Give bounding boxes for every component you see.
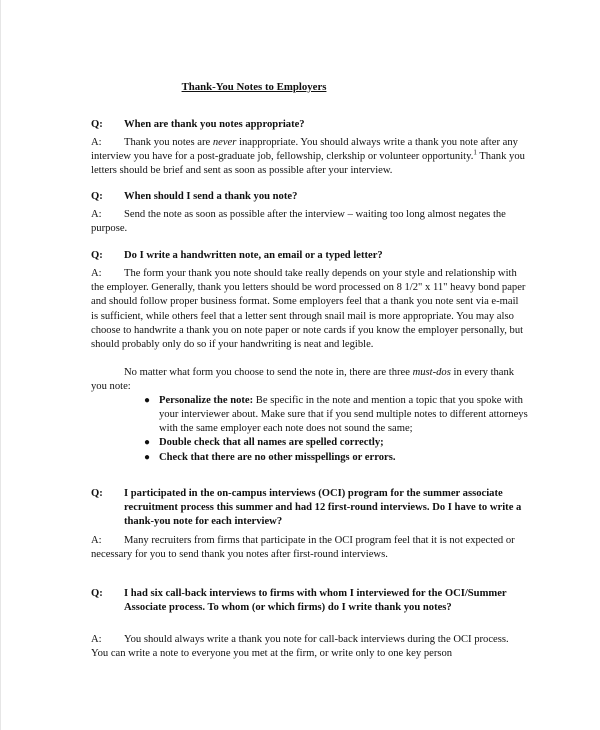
bullet-item: ● Personalize the note: Be specific in the note and mention a topic that you spoke with your interviewer about. Make sure that if you send multiple notes to different attorneys with the same employer each note does not sound the same; (144, 395, 528, 435)
answer-4: A: Many recruiters from firms that participate in the OCI program feel that it is not expected or necessary for you to send thank you notes after first-round interviews. (91, 535, 515, 561)
bullet-item: ● Check that there are no other misspellings or errors. (159, 451, 529, 465)
answer-1: A: Thank you notes are never inappropriate. You should always write a thank you note after any interview you have for a post-graduate job, fellowship, clerkship or volunteer opportunity.$^1$ Thank you letters should be brief and sent as soon as possible after your interview. (91, 137, 525, 177)
question-text: Do I write a handwritten note, an email or a typed letter? (124, 250, 383, 261)
emphasis: must-dos (412, 367, 451, 378)
question-text: I had six call-back interviews to firms with whom I interviewed for the OCI/Summer Associate process. To whom (or which firms) do I write thank you notes? (124, 588, 507, 614)
answer-5: A: You should always write a thank you note for call-back interviews during the OCI process. You can write a note to everyone you met at the firm, or write only to one key person (91, 634, 509, 660)
bullet-icon: ● (144, 452, 151, 463)
answer-3-paragraph-2: No matter what form you choose to send the note in, there are three must-dos in every thank you note: (91, 367, 515, 393)
footnote-ref: 1 (473, 148, 477, 157)
question-text: When are thank you notes appropriate? (124, 119, 305, 130)
bullet-icon: ● (144, 395, 151, 406)
a-label: A: (91, 137, 102, 148)
q-label: Q: (91, 119, 103, 130)
question-text: When should I send a thank you note? (124, 191, 298, 202)
bullet-icon: ● (144, 437, 151, 448)
emphasis: never (212, 137, 237, 148)
question-text: I participated in the on-campus interviews (OCI) program for the summer associate recruitment process this summer and had 12 first-round interviews. Do I have to write a thank-you note for each interview? (124, 488, 522, 528)
page-title: Thank-You Notes to Employers (181, 81, 327, 93)
answer-3: A: The form your thank you note should take really depends on your style and relationship with the employer. Generally, thank you letters should be word processed on 8 1/2" x 11" heavy bond paper and should follow proper business format. Some employers feel that a thank you note sent via e-mail is sufficient, while others feel that a letter sent through snail mail is more appropriate. You may also choose to handwrite a thank you on note paper or note cards if you know the employer personally, but should probably only do so if your handwriting is neat and legible. (91, 268, 526, 351)
answer-2: A: Send the note as soon as possible after the interview – waiting too long almost negates the purpose. (91, 209, 506, 235)
document-page: Thank-You Notes to Employers Q: When are thank you notes appropriate? A: Thank you notes are never inappropriate. You should always write a thank you note after any interview you have for a post-graduate job, fellowship, clerkship or volunteer opportunity.$^1$ Thank you letters should be brief and sent as soon as possible after your interview. Q: When should I send a thank you note? A: Send the note as soon as possible after the interview – waiting too long almost negates the purpose. Q: Do I write a handwritten note, an email or a typed letter? A: The form your thank you note should take really depends on your style and relationship with the employer. Generally, thank you letters should be word processed on 8 1/2" x 11" heavy bond paper and should follow proper business format. Some employers feel that a thank you note sent via e-mail is sufficient, while others feel that a letter sent through snail mail is more appropriate. You may also choose to handwrite a thank you on note paper or note cards if you know the employer personally, but should probably only do so if your handwriting is neat and legible. No matter what form you choose to send the note in, there are three must-dos in every thank you note: ● Personalize the note: Be specific in the note and mention a topic that you spoke with your interviewer about. Make sure that if you send multiple notes to different attorneys with the same employer each note does not sound the same; ● Double check that all names are spelled correctly; ● Check that there are no other misspellings or errors. Q: I participated in the on-campus interviews (OCI) program for the summer associate recruitment process this summer and had 12 first-round interviews. Do I have to write a thank-you note for each interview? A: Many recruiters from firms that participate in the OCI program feel that it is not expected or necessary for you to send thank you notes after first-round interviews. Q: I had six call-back interviews to firms with whom I interviewed for the OCI/Summer Associate process. To whom (or which firms) do I write thank you notes? A: You should always write a thank you note for call-back interviews during the OCI process. You can write a note to everyone you met at the firm, or write only to one key person (0, 0, 600, 730)
bullet-item: ● Double check that all names are spelled correctly; (159, 436, 529, 450)
